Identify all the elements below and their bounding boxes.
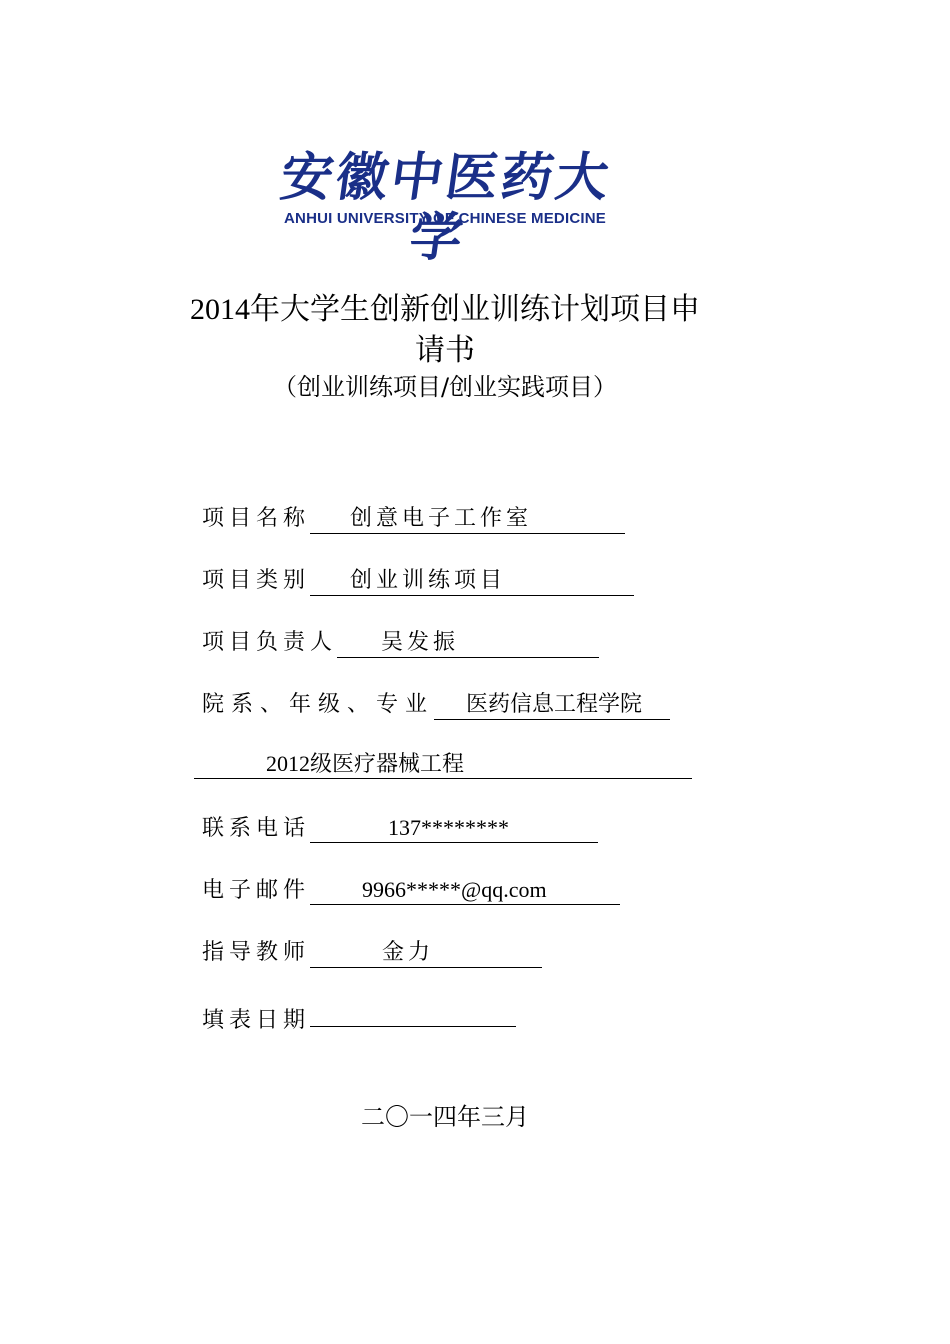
phone-field[interactable]: [310, 814, 598, 843]
project-name-value: 创意电子工作室: [350, 506, 533, 531]
form-row-project-leader: [202, 628, 599, 658]
title-text: 年大学生创新创业训练计划项目申: [250, 292, 700, 327]
logo-english-name: ANHUI UNIVERSITY OF CHINESE MEDICINE: [284, 210, 606, 227]
email-value: 9966*****@qq.com: [362, 877, 547, 902]
department-label: 院系、年级、专业: [202, 692, 435, 717]
department-value: 医药信息工程学院: [466, 692, 643, 717]
department-field[interactable]: [434, 691, 670, 720]
project-name-field[interactable]: [310, 505, 625, 534]
project-type-value: 创业训练项目: [350, 568, 507, 593]
phone-value: 137********: [388, 815, 510, 840]
project-name-label: 项目名称: [202, 506, 311, 531]
title-year: 2014: [190, 293, 250, 326]
form-row-phone: [202, 814, 598, 844]
advisor-value: 金力: [382, 940, 435, 965]
document-title-line2: 请书: [415, 333, 475, 368]
fill-date-label: 填表日期: [202, 1008, 311, 1033]
email-label: 电子邮件: [202, 878, 311, 903]
department-continuation-field[interactable]: [194, 749, 692, 779]
project-leader-field[interactable]: [337, 629, 599, 658]
form-row-project-name: [202, 504, 625, 534]
document-title-line1: [140, 290, 750, 330]
phone-label: 联系电话: [202, 816, 311, 841]
project-type-label: 项目类别: [202, 568, 311, 593]
email-field[interactable]: [310, 876, 620, 905]
form-row-advisor: [202, 938, 542, 968]
form-row-email: [202, 876, 620, 906]
advisor-field[interactable]: [310, 939, 542, 968]
logo-chinese-name: 安徽中医药大学: [276, 147, 616, 268]
fill-date-field[interactable]: [310, 998, 516, 1027]
project-leader-label: 项目负责人: [202, 630, 338, 655]
form-row-project-type: [202, 566, 634, 596]
footer-date: 二〇一四年三月: [361, 1103, 529, 1131]
department-year: 2012: [266, 751, 310, 776]
document-subtitle: （创业训练项目/创业实践项目）: [272, 373, 618, 401]
project-leader-value: 吴发振: [381, 630, 460, 655]
university-logo: [250, 147, 640, 268]
form-row-fill-date: [202, 998, 516, 1036]
project-type-field[interactable]: [310, 567, 634, 596]
department-major: 级医疗器械工程: [310, 752, 465, 777]
form-row-department: [202, 690, 670, 720]
advisor-label: 指导教师: [202, 940, 311, 965]
